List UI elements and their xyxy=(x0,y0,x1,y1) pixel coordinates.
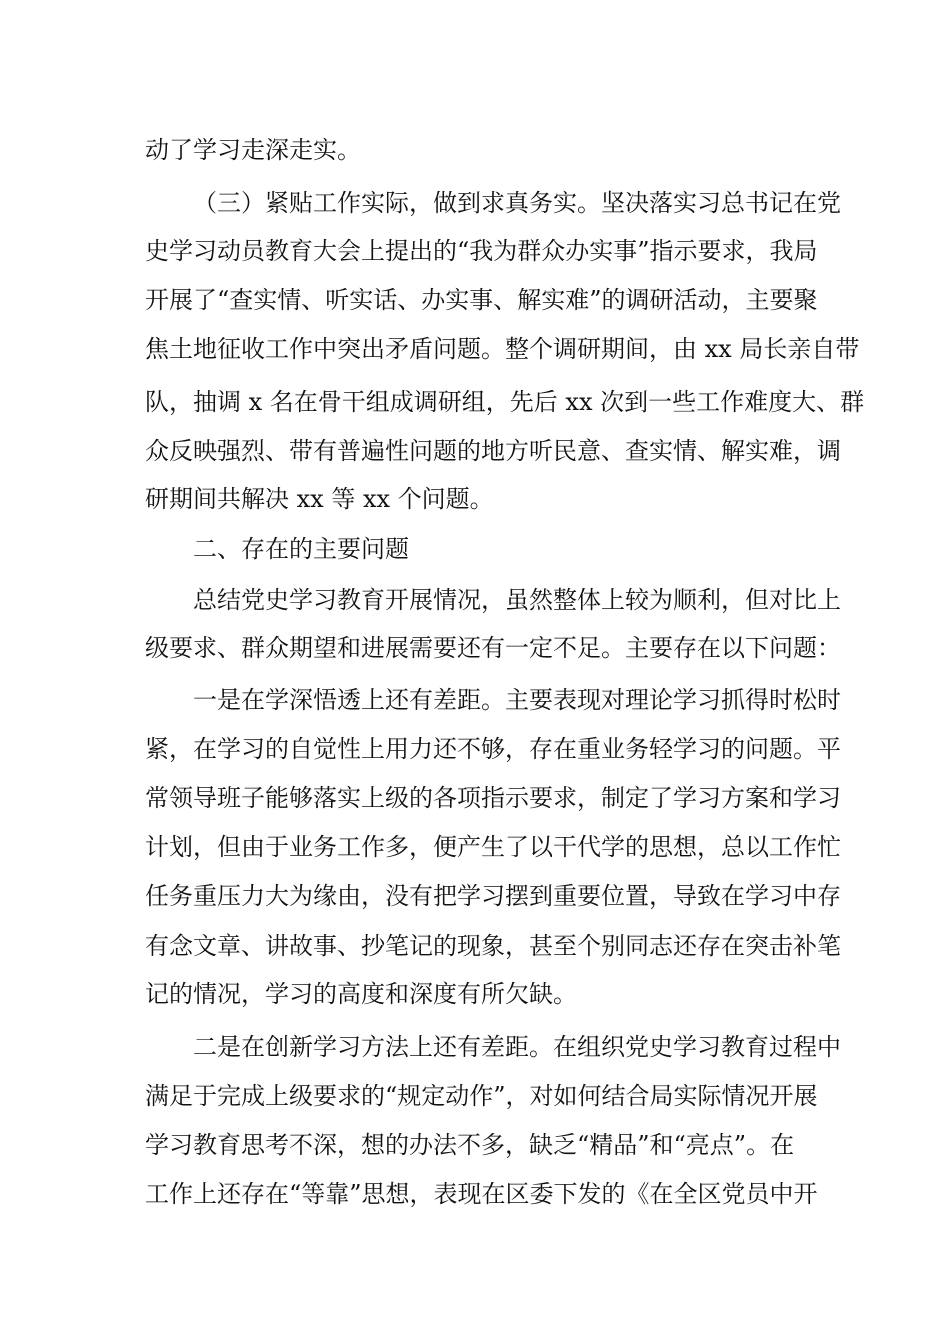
text-line: 计划，但由于业务工作多，便产生了以干代学的思想，总以工作忙 xyxy=(145,833,841,861)
text-line: （三）紧贴工作实际，做到求真务实。坚决落实习总书记在党 xyxy=(193,189,841,217)
text-line: 级要求、群众期望和进展需要还有一定不足。主要存在以下问题： xyxy=(145,634,841,662)
text-line: 有念文章、讲故事、抄笔记的现象，甚至个别同志还存在突击补笔 xyxy=(145,932,841,960)
text-line: 工作上还存在“等靠”思想，表现在区委下发的《在全区党员中开 xyxy=(145,1180,818,1208)
text-line: 总结党史学习教育开展情况，虽然整体上较为顺利，但对比上 xyxy=(193,586,841,614)
text-line: 一是在学深悟透上还有差距。主要表现对理论学习抓得时松时 xyxy=(193,686,841,714)
text-line: 众反映强烈、带有普遍性问题的地方听民意、查实情、解实难，调 xyxy=(145,437,841,465)
text-line: 二是在创新学习方法上还有差距。在组织党史学习教育过程中 xyxy=(193,1033,841,1061)
text-line: 紧，在学习的自觉性上用力还不够，存在重业务轻学习的问题。平 xyxy=(145,735,841,763)
text-line: 研期间共解决 xx 等 xx 个问题。 xyxy=(145,485,494,513)
text-line: 队，抽调 x 名在骨干组成调研组，先后 xx 次到一些工作难度大、群 xyxy=(145,388,865,416)
text-line: 开展了“查实情、听实话、办实事、解实难”的调研活动，主要聚 xyxy=(145,286,818,314)
text-line: 焦土地征收工作中突出矛盾问题。整个调研期间，由 xx 局长亲自带 xyxy=(145,335,860,363)
text-line: 任务重压力大为缘由，没有把学习摆到重要位置，导致在学习中存 xyxy=(145,882,841,910)
section-heading: 二、存在的主要问题 xyxy=(193,535,409,563)
text-line: 史学习动员教育大会上提出的“我为群众办实事”指示要求，我局 xyxy=(145,237,818,265)
text-line: 满足于完成上级要求的“规定动作”，对如何结合局实际情况开展 xyxy=(145,1082,818,1110)
text-line: 记的情况，学习的高度和深度有所欠缺。 xyxy=(145,980,577,1008)
text-line: 动了学习走深走实。 xyxy=(145,136,361,164)
text-line: 学习教育思考不深，想的办法不多，缺乏“精品”和“亮点”。在 xyxy=(145,1131,795,1159)
text-line: 常领导班子能够落实上级的各项指示要求，制定了学习方案和学习 xyxy=(145,784,841,812)
